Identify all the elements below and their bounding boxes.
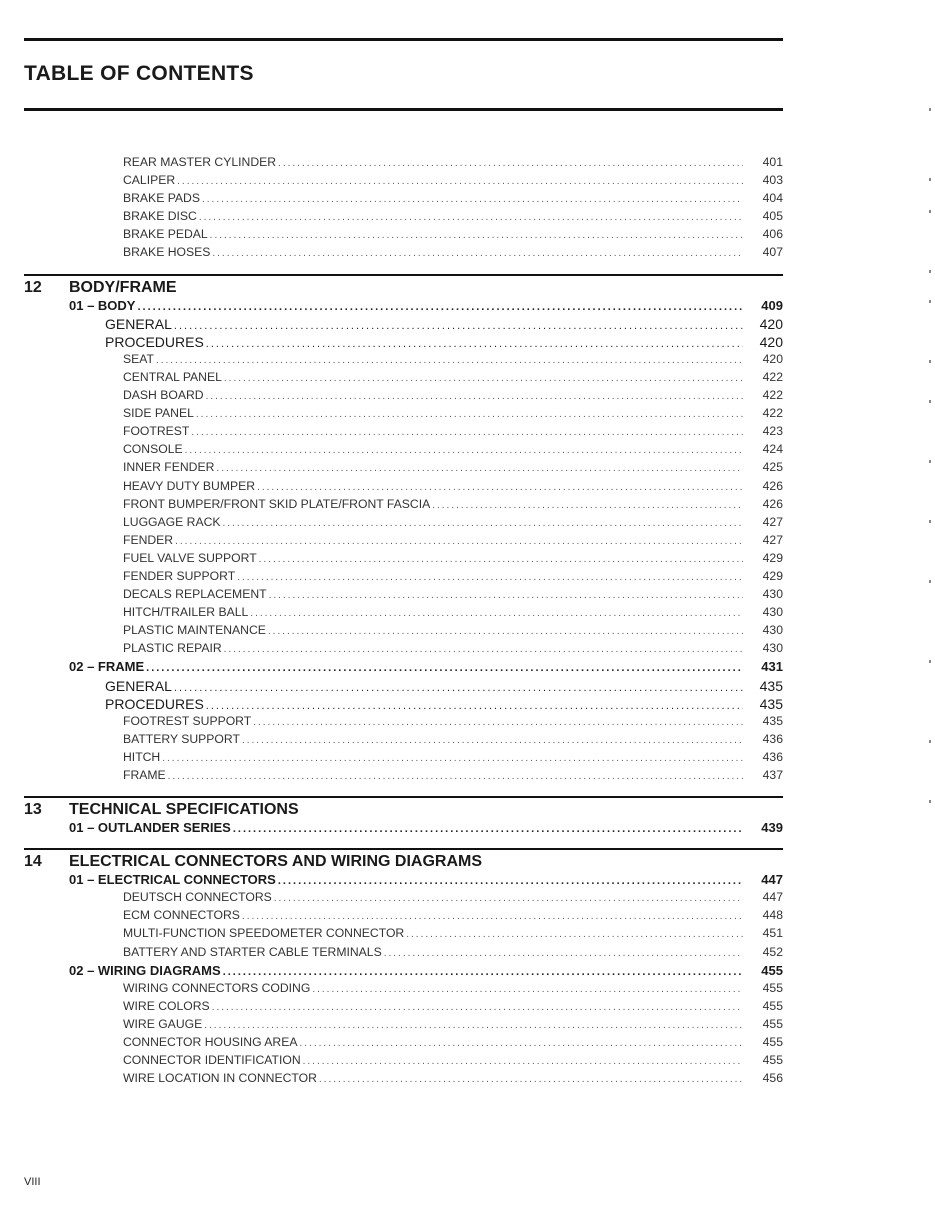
dot-leader (174, 320, 743, 332)
dot-leader (212, 248, 743, 259)
dot-leader (300, 1038, 744, 1049)
toc-entry[interactable]: FRONT BUMPER/FRONT SKID PLATE/FRONT FASCIA ..... 426 (24, 497, 783, 515)
dot-leader (274, 893, 743, 904)
toc-entry[interactable]: WIRE GAUGE ..... 455 (24, 1017, 783, 1035)
toc-entry[interactable]: FRAME ..... 437 (24, 768, 783, 786)
toc-entry[interactable]: PLASTIC REPAIR ..... 430 (24, 641, 783, 659)
dot-leader (206, 338, 743, 350)
toc-section[interactable]: 02 – FRAME ..... 431 (24, 659, 783, 677)
dot-leader (319, 1074, 743, 1085)
chapter-rule (24, 796, 783, 798)
dot-leader (191, 427, 743, 438)
chapter-heading-13[interactable] (24, 801, 783, 820)
toc-entry[interactable]: CENTRAL PANEL ..... 422 (24, 370, 783, 388)
toc-entry[interactable]: SEAT ..... 420 (24, 352, 783, 370)
chapter-rule (24, 848, 783, 850)
toc-entry[interactable]: BATTERY AND STARTER CABLE TERMINALS ..... 452 (24, 945, 783, 963)
toc-entry[interactable]: PLASTIC MAINTENANCE ..... 430 (24, 623, 783, 641)
toc-group[interactable]: PROCEDURES ..... 420 (24, 334, 783, 352)
dot-leader (250, 608, 743, 619)
toc-section[interactable]: 01 – OUTLANDER SERIES ..... 439 (24, 820, 783, 838)
toc-entry[interactable]: CONNECTOR HOUSING AREA ..... 455 (24, 1035, 783, 1053)
toc-entry[interactable]: WIRING CONNECTORS CODING ..... 455 (24, 981, 783, 999)
dot-leader (202, 194, 743, 205)
dot-leader (199, 212, 743, 223)
scan-edge-marks (929, 100, 935, 840)
toc-entry[interactable]: DECALS REPLACEMENT ..... 430 (24, 587, 783, 605)
dot-leader (174, 682, 743, 694)
title-rule (24, 108, 783, 111)
toc-entry[interactable]: WIRE LOCATION IN CONNECTOR ..... 456 (24, 1071, 783, 1089)
chapter-title: TECHNICAL SPECIFICATIONS (69, 801, 299, 819)
toc-entry[interactable]: INNER FENDER ..... 425 (24, 460, 783, 478)
top-rule (24, 38, 783, 41)
chapter-number: 14 (24, 853, 42, 871)
dot-leader (269, 590, 743, 601)
dot-leader (242, 911, 743, 922)
dot-leader (212, 1002, 743, 1013)
toc-section[interactable]: 02 – WIRING DIAGRAMS ..... 455 (24, 963, 783, 981)
toc-entry[interactable]: MULTI-FUNCTION SPEEDOMETER CONNECTOR ..... 451 (24, 926, 783, 944)
table-of-contents (24, 155, 783, 1089)
toc-group[interactable]: GENERAL ..... 420 (24, 316, 783, 334)
toc-entry[interactable]: BRAKE PADS ..... 404 (24, 191, 783, 209)
toc-entry[interactable]: SIDE PANEL ..... 422 (24, 406, 783, 424)
dot-leader (233, 823, 743, 835)
dot-leader (278, 158, 743, 169)
toc-group[interactable]: GENERAL ..... 435 (24, 678, 783, 696)
toc-entry[interactable]: BRAKE PEDAL ..... 406 (24, 227, 783, 245)
toc-entry[interactable]: CONNECTOR IDENTIFICATION ..... 455 (24, 1053, 783, 1071)
dot-leader (384, 948, 743, 959)
toc-entry[interactable]: BRAKE HOSES ..... 407 (24, 245, 783, 263)
chapter-number: 12 (24, 278, 42, 296)
page-number: VIII (24, 1176, 41, 1188)
toc-entry[interactable]: FUEL VALVE SUPPORT ..... 429 (24, 551, 783, 569)
continued-entries (24, 155, 783, 264)
toc-entry[interactable]: DASH BOARD ..... 422 (24, 388, 783, 406)
toc-entry[interactable]: BRAKE DISC ..... 405 (24, 209, 783, 227)
toc-entry[interactable]: CONSOLE ..... 424 (24, 442, 783, 460)
dot-leader (257, 482, 743, 493)
toc-group[interactable]: PROCEDURES ..... 435 (24, 696, 783, 714)
dot-leader (162, 753, 743, 764)
dot-leader (168, 771, 743, 782)
toc-entry[interactable]: FOOTREST ..... 423 (24, 424, 783, 442)
dot-leader (224, 644, 743, 655)
toc-entry[interactable]: HEAVY DUTY BUMPER ..... 426 (24, 479, 783, 497)
chapter-title: ELECTRICAL CONNECTORS AND WIRING DIAGRAMS (69, 853, 483, 871)
toc-entry[interactable]: FENDER ..... 427 (24, 533, 783, 551)
dot-leader (223, 518, 743, 529)
dot-leader (259, 554, 743, 565)
toc-entry[interactable]: DEUTSCH CONNECTORS ..... 447 (24, 890, 783, 908)
dot-leader (242, 735, 743, 746)
dot-leader (278, 875, 743, 887)
dot-leader (206, 700, 743, 712)
page-title: TABLE OF CONTENTS (24, 62, 254, 85)
chapter-heading-14[interactable] (24, 853, 783, 872)
toc-section[interactable]: 01 – BODY ..... 409 (24, 298, 783, 316)
chapter-title: BODY/FRAME (69, 278, 177, 296)
dot-leader (303, 1056, 743, 1067)
dot-leader (216, 463, 743, 474)
dot-leader (185, 445, 743, 456)
toc-entry[interactable]: WIRE COLORS ..... 455 (24, 999, 783, 1017)
toc-section[interactable]: 01 – ELECTRICAL CONNECTORS ..... 447 (24, 872, 783, 890)
toc-entry[interactable]: REAR MASTER CYLINDER ..... 401 (24, 155, 783, 173)
dot-leader (204, 1020, 743, 1031)
dot-leader (210, 230, 743, 241)
dot-leader (406, 929, 743, 940)
dot-leader (175, 536, 743, 547)
dot-leader (268, 626, 743, 637)
dot-leader (146, 662, 743, 674)
dot-leader (432, 500, 743, 511)
toc-entry[interactable]: HITCH ..... 436 (24, 750, 783, 768)
dot-leader (224, 373, 743, 384)
dot-leader (196, 409, 743, 420)
toc-entry[interactable]: FOOTREST SUPPORT ..... 435 (24, 714, 783, 732)
dot-leader (237, 572, 743, 583)
toc-entry[interactable]: FENDER SUPPORT ..... 429 (24, 569, 783, 587)
toc-entry[interactable]: BATTERY SUPPORT ..... 436 (24, 732, 783, 750)
chapter-rule (24, 274, 783, 276)
dot-leader (177, 176, 743, 187)
dot-leader (223, 966, 743, 978)
toc-entry[interactable]: HITCH/TRAILER BALL ..... 430 (24, 605, 783, 623)
dot-leader (156, 355, 743, 366)
toc-entry[interactable]: ECM CONNECTORS ..... 448 (24, 908, 783, 926)
dot-leader (312, 984, 743, 995)
chapter-heading-12[interactable] (24, 279, 783, 298)
dot-leader (137, 301, 743, 313)
dot-leader (253, 717, 743, 728)
toc-entry[interactable]: CALIPER ..... 403 (24, 173, 783, 191)
toc-entry[interactable]: LUGGAGE RACK ..... 427 (24, 515, 783, 533)
dot-leader (206, 391, 743, 402)
chapter-number: 13 (24, 801, 42, 819)
